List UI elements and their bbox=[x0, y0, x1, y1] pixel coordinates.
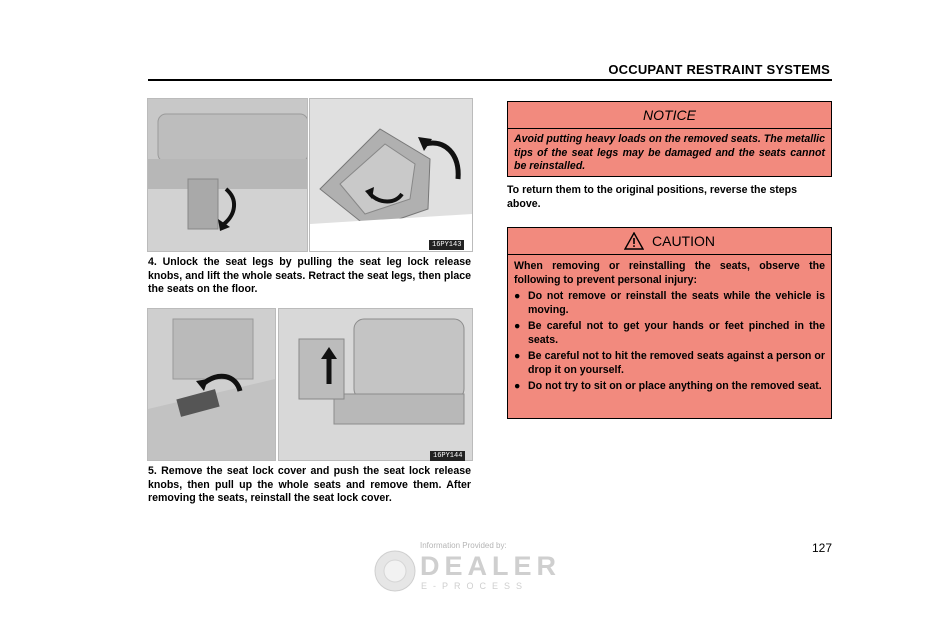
caution-bullet bbox=[514, 380, 825, 394]
notice-box bbox=[507, 101, 832, 177]
step-5-text: 5. Remove the seat lock cover and push the seat lock release knobs, then pull up the whole seats and remove them. After removing the seats, reinstall the seat lock cover. bbox=[148, 465, 471, 504]
return-instructions: To return them to the original positions, reverse the steps above. bbox=[507, 184, 798, 210]
figure-seat-lift-right-photo bbox=[309, 98, 473, 252]
header-rule bbox=[148, 79, 832, 81]
caution-intro: When removing or reinstalling the seats, observe the following to prevent personal injury: bbox=[514, 260, 825, 286]
watermark-caption: Information Provided by: bbox=[420, 541, 507, 550]
caution-bullet-text: Be careful not to hit the removed seats against a person or drop it on yourself. bbox=[528, 350, 825, 376]
page-number: 127 bbox=[811, 541, 832, 555]
bullet-dot: ● bbox=[514, 350, 521, 362]
section-title: OCCUPANT RESTRAINT SYSTEMS bbox=[608, 62, 830, 77]
caution-bullet bbox=[514, 290, 825, 317]
figure-seat-leg-left-photo bbox=[147, 98, 308, 252]
notice-title: NOTICE bbox=[508, 102, 831, 129]
caution-box bbox=[507, 227, 832, 419]
figure-seat-lock-left-photo bbox=[147, 308, 276, 461]
bullet-dot: ● bbox=[514, 380, 521, 392]
warning-triangle-icon bbox=[624, 232, 644, 250]
dealer-logo-icon bbox=[372, 548, 418, 594]
notice-body: Avoid putting heavy loads on the removed seats. The metallic tips of the seat legs may be damaged and the seats cannot be reinstalled. bbox=[514, 133, 825, 172]
caution-bullet bbox=[514, 320, 825, 347]
figure-code-label: 16PY144 bbox=[430, 451, 465, 461]
caution-title: CAUTION bbox=[652, 233, 715, 249]
step-4-text: 4. Unlock the seat legs by pulling the seat leg lock release knobs, and lift the whole seats. Retract the seat legs, then place the seats on the floor. bbox=[148, 256, 471, 295]
bullet-dot: ● bbox=[514, 320, 521, 332]
watermark-brand: DEALER bbox=[420, 551, 562, 581]
caution-bullet bbox=[514, 350, 825, 377]
figure-code-label: 16PY143 bbox=[429, 240, 464, 250]
caution-bullet-text: Be careful not to get your hands or feet pinched in the seats. bbox=[528, 320, 825, 346]
caution-bullet-text: Do not try to sit on or place anything on the removed seat. bbox=[528, 380, 822, 392]
caution-bullet-text: Do not remove or reinstall the seats while the vehicle is moving. bbox=[528, 290, 825, 316]
bullet-dot: ● bbox=[514, 290, 521, 302]
figure-seat-pullup-right-photo bbox=[278, 308, 473, 461]
watermark-sub: E-PROCESS bbox=[421, 581, 529, 591]
caution-header bbox=[508, 228, 831, 255]
